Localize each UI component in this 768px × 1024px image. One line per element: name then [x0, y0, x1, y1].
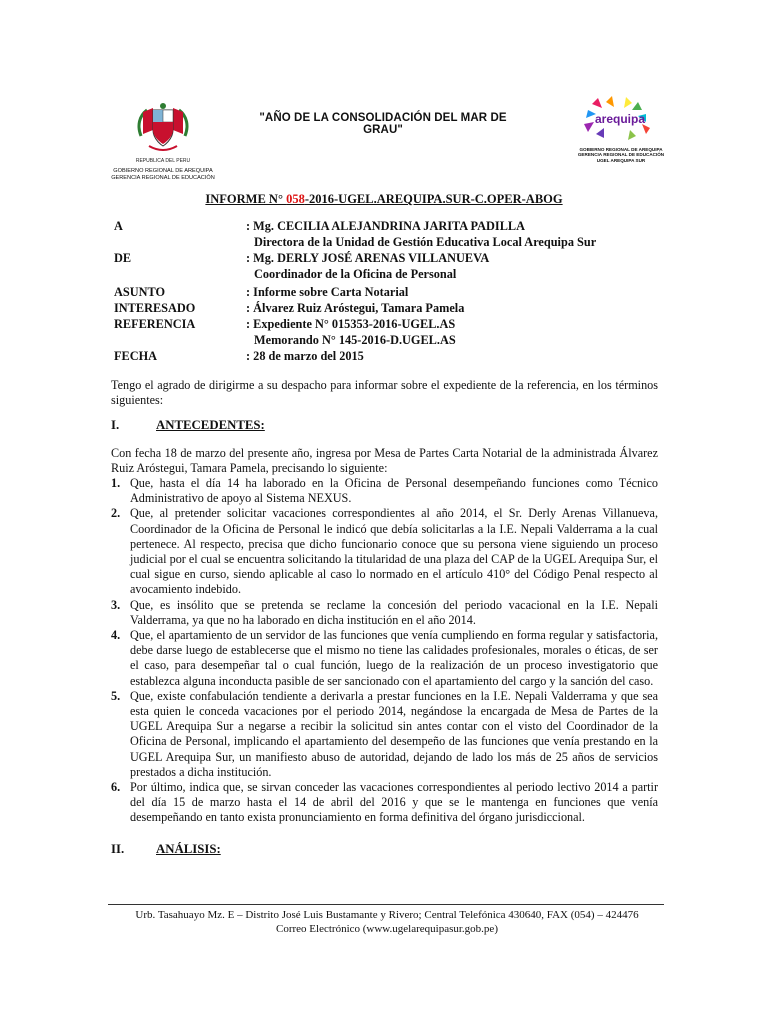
section-antecedentes-heading	[111, 418, 658, 433]
field-from-label: DE	[114, 251, 132, 265]
field-from-value: : Mg. DERLY JOSÉ ARENAS VILLANUEVA	[246, 251, 490, 265]
field-to-label: A	[114, 219, 123, 233]
list-item-number: 4.	[111, 628, 121, 643]
section-analisis-number: II.	[111, 841, 125, 856]
page-footer	[100, 908, 674, 936]
memo-header-fields	[114, 218, 674, 364]
left-org-line1: GOBIERNO REGIONAL DE AREQUIPA	[113, 168, 213, 174]
list-item-text: Que, es insólito que se pretenda se reclame la concesión del periodo vacacional en la I.E. Nepali Valderrama, ya que no ha laborado en dicha institución en el año 2014.	[130, 597, 658, 627]
right-logo	[566, 94, 676, 163]
field-reference	[114, 316, 674, 332]
field-to-value: : Mg. CECILIA ALEJANDRINA JARITA PADILLA	[246, 219, 525, 233]
list-item-number: 3.	[111, 597, 121, 612]
field-subject-value: : Informe sobre Carta Notarial	[246, 285, 409, 299]
arequipa-logo-text: arequipa	[594, 112, 646, 126]
field-interested-value: : Álvarez Ruiz Aróstegui, Tamara Pamela	[246, 301, 465, 315]
section-analisis-title: ANÁLISIS:	[156, 841, 221, 856]
field-to	[114, 218, 674, 234]
year-motto: "AÑO DE LA CONSOLIDACIÓN DEL MAR DE GRAU"	[259, 112, 507, 136]
right-org-line2: GERENCIA REGIONAL DE EDUCACIÓN	[577, 152, 665, 158]
field-subject-label: ASUNTO	[114, 285, 166, 299]
list-item-text: Que, al pretender solicitar vacaciones correspondientes al año 2014, el Sr. Derly Arenas Villanueva, Coordinador de la Oficina de Personal le indicó que debía solicitarlas a la I.E. Nepali Valderrama a la cual pertenece. Al respecto, precisa que dicho funcionario conoce que su persona viene siguiendo un proceso judicial por el cual se encuentra solicitando la titularidad de una plaza del CAP de la UGEL Arequipa Sur, el cual sigue en curso, siendo aplicable al caso lo normado en el artículo 410° del Código Penal respecto al avocamiento indebido.	[130, 506, 658, 597]
seal-caption: REPUBLICA DEL PERU	[135, 158, 191, 164]
list-item-number: 6.	[111, 780, 121, 795]
field-interested	[114, 300, 674, 316]
antecedentes-paragraph: Con fecha 18 de marzo del presente año, ingresa por Mesa de Partes Carta Notarial de la administrada Álvarez Ruiz Aróstegui, Tamara Pamela, precisando lo siguiente:	[111, 445, 658, 475]
list-item-number: 1.	[111, 476, 121, 491]
section-antecedentes-title: ANTECEDENTES:	[156, 418, 265, 433]
field-from-subtitle: Coordinador de la Oficina de Personal	[254, 267, 457, 281]
list-item-text: Que, el apartamiento de un servidor de las funciones que venía cumpliendo en forma regular y satisfactoria, debe darse luego de establecerse que el mismo no tiene las calidades profesionales, morales o éticas, de ser el caso, para desempeñar tal o cual función, luego de la realización de un proceso investigatorio que establezca alguna inconducta pasible de ser sancionado con el apartamiento del cargo y la sanción del caso.	[130, 628, 658, 688]
antecedentes-list	[111, 476, 658, 826]
peru-seal-icon	[131, 100, 195, 160]
footer-divider	[108, 904, 664, 905]
field-date-value: : 28 de marzo del 2015	[246, 349, 364, 363]
arequipa-logo-icon	[576, 94, 666, 142]
field-reference-value: : Expediente N° 015353-2016-UGEL.AS	[246, 317, 456, 331]
list-item-text: Por último, indica que, se sirvan conceder las vacaciones correspondientes al periodo lectivo 2014 a partir del día 15 de marzo hasta el 14 de abril del 2016 y que se le mantenga en funciones que venía desempeñando en tanto exista pronunciamiento en forma definitiva del órgano jurisdiccional.	[130, 780, 658, 825]
section-analisis-heading	[111, 842, 658, 857]
field-subject	[114, 284, 674, 300]
list-item	[111, 780, 658, 826]
field-from	[114, 250, 674, 266]
report-number: 058	[286, 192, 305, 206]
right-org-name	[566, 147, 676, 163]
footer-address: Urb. Tasahuayo Mz. E – Distrito José Luis Bustamante y Rivero; Central Telefónica 430640, FAX (054) – 424476	[135, 909, 639, 921]
intro-paragraph: Tengo el agrado de dirigirme a su despacho para informar sobre el expediente de la referencia, en los términos siguientes:	[111, 378, 658, 408]
right-org-line3: UGEL AREQUIPA SUR	[596, 157, 646, 163]
list-item-text: Que, existe confabulación tendiente a derivarla a prestar funciones en la I.E. Nepali Valderrama y que sea esta quien le conceda vacaciones por el periodo 2014, negándose la encargada de Mesa de Partes de la UGEL Arequipa Sur a negarse a recibir la solicitud sin antes contar con el visto del Coordinador de la Oficina de Personal, implicando el apartamiento del desempeño de las funciones que venía prestando en la UGEL Arequipa Sur, un manifiesto abuso de autoridad, dejando de lado los más de 25 años de servicios prestados a dicha institución.	[130, 688, 658, 779]
list-item-text: Que, hasta el día 14 ha laborado en la Oficina de Personal desempeñando funciones como Técnico Administrativo de apoyo al Sistema NEXUS.	[130, 476, 658, 506]
field-reference-label: REFERENCIA	[114, 317, 196, 331]
list-item	[111, 476, 658, 506]
list-item-number: 2.	[111, 506, 121, 521]
left-org-line2: GERENCIA REGIONAL DE EDUCACIÓN	[111, 175, 215, 181]
list-item	[111, 628, 658, 689]
field-reference-subtitle: Memorando N° 145-2016-D.UGEL.AS	[254, 333, 456, 347]
report-title	[0, 192, 768, 207]
list-item	[111, 689, 658, 780]
field-date	[114, 348, 674, 364]
list-item	[111, 506, 658, 597]
report-body	[111, 378, 658, 857]
report-title-suffix: -2016-UGEL.AREQUIPA.SUR-C.OPER-ABOG	[304, 192, 563, 206]
list-item	[111, 598, 658, 628]
list-item-number: 5.	[111, 688, 121, 703]
report-title-prefix: INFORME N°	[205, 192, 287, 206]
left-logo	[88, 100, 238, 182]
section-antecedentes-number: I.	[111, 418, 120, 433]
right-org-line1: GOBIERNO REGIONAL DE AREQUIPA	[579, 147, 663, 152]
footer-email: Correo Electrónico (www.ugelarequipasur.gob.pe)	[276, 923, 498, 935]
field-date-label: FECHA	[114, 349, 158, 363]
field-interested-label: INTERESADO	[114, 301, 196, 315]
field-to-subtitle: Directora de la Unidad de Gestión Educativa Local Arequipa Sur	[254, 235, 597, 249]
left-org-name	[88, 168, 238, 182]
